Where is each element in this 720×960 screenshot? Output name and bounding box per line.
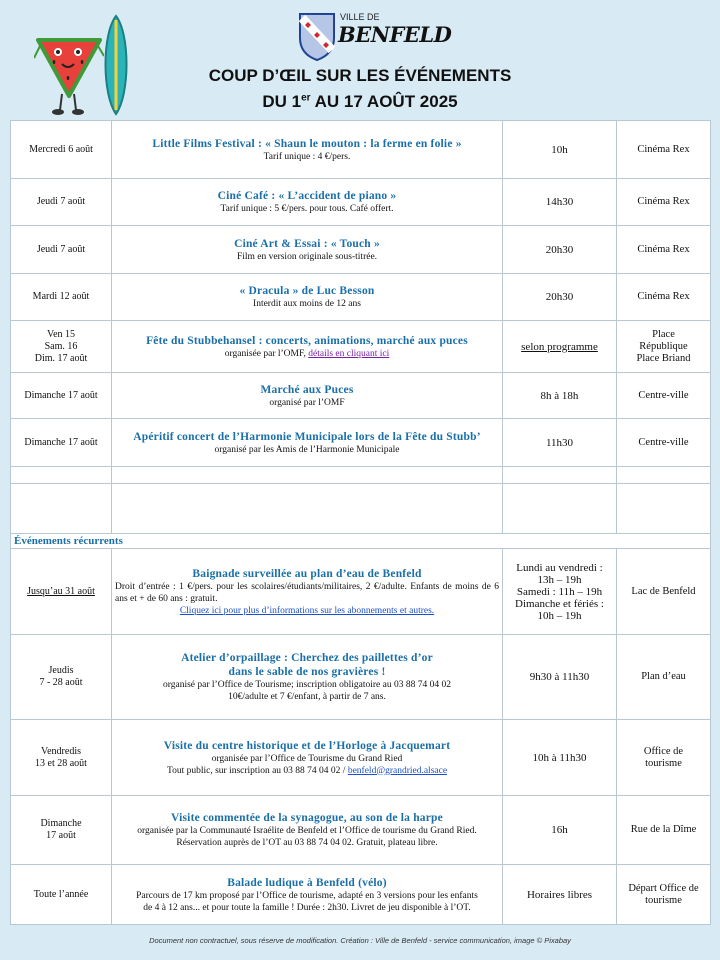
logo-name: BENFELD xyxy=(338,22,452,47)
event-time: 11h30 xyxy=(503,419,617,467)
event-time: Horaires libres xyxy=(503,865,617,925)
event-cell xyxy=(112,226,503,274)
event-time: selon programme xyxy=(503,321,617,373)
event-cell xyxy=(112,635,503,720)
event-details xyxy=(115,765,499,777)
event-place: Cinéma Rex xyxy=(617,226,711,274)
event-date: Mercredi 6 août xyxy=(11,121,112,179)
table-row xyxy=(11,373,711,419)
event-date-line: Ven 15 xyxy=(46,328,76,340)
event-place: Centre-ville xyxy=(617,373,711,419)
event-place xyxy=(617,720,711,796)
event-details: 10€/adulte et 7 €/enfant, à partir de 7 ans. xyxy=(228,692,386,702)
event-date: Dimanche 17 août xyxy=(11,419,112,467)
table-row xyxy=(11,865,711,925)
event-time xyxy=(503,549,617,635)
event-place-line: Place Briand xyxy=(636,352,691,364)
event-date xyxy=(11,635,112,720)
event-time: 16h xyxy=(503,796,617,865)
event-place-line: Place xyxy=(652,328,675,340)
event-place-line: Office de xyxy=(643,745,684,757)
details-link[interactable]: détails en cliquant ici xyxy=(308,348,390,359)
event-place: Plan d’eau xyxy=(617,635,711,720)
event-details: Réservation auprès de l’OT au 03 88 74 04 02. Gratuit, plateau libre. xyxy=(176,838,438,848)
event-date: Dimanche 17 août xyxy=(11,373,112,419)
event-date-line: Dim. 17 août xyxy=(34,352,88,364)
event-title: Ciné Art & Essai : « Touch » xyxy=(234,237,380,250)
event-time: 20h30 xyxy=(503,226,617,274)
event-date xyxy=(11,720,112,796)
event-place xyxy=(617,321,711,373)
event-date: Jeudi 7 août xyxy=(11,226,112,274)
event-title: dans le sable de nos gravières ! xyxy=(228,666,386,678)
event-details: organisé par l’Office de Tourisme; inscription obligatoire au 03 88 74 04 02 xyxy=(163,680,451,690)
event-title: Atelier d’orpaillage : Cherchez des paillettes d’or xyxy=(181,652,433,664)
event-cell xyxy=(112,549,503,635)
event-place xyxy=(617,865,711,925)
table-row xyxy=(11,720,711,796)
table-row xyxy=(11,274,711,321)
event-details: Tarif unique : 5 €/pers. pour tous. Café offert. xyxy=(220,204,394,214)
events-table xyxy=(10,120,711,925)
event-cell xyxy=(112,865,503,925)
table-row xyxy=(11,549,711,635)
event-date: Mardi 12 août xyxy=(11,274,112,321)
table-row-empty xyxy=(11,467,711,484)
event-time-line: Lundi au vendredi : xyxy=(516,561,603,574)
event-date: Toute l’année xyxy=(11,865,112,925)
event-date: Jusqu’au 31 août xyxy=(11,549,112,635)
event-details: Film en version originale sous-titrée. xyxy=(236,251,378,262)
event-details: organisée par l’Office de Tourisme du Grand Ried xyxy=(211,753,403,764)
event-title: Visite commentée de la synagogue, au son de la harpe xyxy=(171,812,443,824)
table-row xyxy=(11,796,711,865)
event-details: Droit d’entrée : 1 €/pers. pour les scolaires/étudiants/militaires, 2 €/adulte. Enfants de moins de 6 ans et + de 60 ans : gratuit. xyxy=(115,581,499,604)
page-subtitle: DU 1er AU 17 AOÛT 2025 xyxy=(262,92,458,111)
event-place: Lac de Benfeld xyxy=(617,549,711,635)
event-time: 8h à 18h xyxy=(503,373,617,419)
footer-note: Document non contractuel, sous réserve de modification. Création : Ville de Benfeld - service communication, image © Pixabay xyxy=(149,936,571,945)
email-link[interactable]: benfeld@grandried.alsace xyxy=(347,765,448,776)
event-date xyxy=(11,796,112,865)
event-cell xyxy=(112,720,503,796)
event-cell xyxy=(112,121,503,179)
event-title: Little Films Festival : « Shaun le mouton : la ferme en folie » xyxy=(152,137,462,150)
event-details: organisé par l’OMF xyxy=(269,397,345,408)
event-place: Rue de la Dîme xyxy=(617,796,711,865)
event-cell xyxy=(112,373,503,419)
page-title: COUP D’ŒIL SUR LES ÉVÉNEMENTS xyxy=(208,66,512,85)
event-details-text: organisée par l’OMF, xyxy=(224,348,309,359)
event-place-line: tourisme xyxy=(645,757,682,769)
event-title: Apéritif concert de l’Harmonie Municipale lors de la Fête du Stubb’ xyxy=(133,430,481,443)
event-details xyxy=(115,348,499,360)
event-place: Cinéma Rex xyxy=(617,274,711,321)
event-title: Baignade surveillée au plan d’eau de Benfeld xyxy=(192,567,422,580)
event-time: 10h xyxy=(503,121,617,179)
event-cell xyxy=(112,179,503,226)
event-details: organisé par les Amis de l’Harmonie Municipale xyxy=(214,444,400,455)
event-title: « Dracula » de Luc Besson xyxy=(239,285,375,297)
event-time-line: Samedi : 11h – 19h xyxy=(516,585,603,598)
event-cell xyxy=(112,419,503,467)
event-date xyxy=(11,321,112,373)
table-row xyxy=(11,635,711,720)
event-details: organisée par la Communauté Israélite de Benfeld et l’Office de tourisme du Grand Ried. xyxy=(137,826,477,836)
event-title: Fête du Stubbehansel : concerts, animations, marché aux puces xyxy=(146,334,468,347)
table-row xyxy=(11,226,711,274)
event-cell xyxy=(112,796,503,865)
section-heading: Événements récurrents xyxy=(11,534,711,549)
event-details-text: Tout public, sur inscription au 03 88 74 04 02 / xyxy=(166,765,348,776)
event-date-line: Dimanche xyxy=(40,818,82,829)
event-title: Marché aux Puces xyxy=(260,383,354,396)
table-row xyxy=(11,179,711,226)
event-cell xyxy=(112,274,503,321)
table-row xyxy=(11,419,711,467)
event-details: de 4 à 12 ans... et pour toute la famille ! Durée : 2h30. Livret de jeu disponible à l’OT. xyxy=(143,902,471,913)
table-row xyxy=(11,121,711,179)
event-place: Cinéma Rex xyxy=(617,121,711,179)
event-place-line: République xyxy=(639,340,688,352)
event-title: Balade ludique à Benfeld (vélo) xyxy=(227,876,387,889)
event-time: 9h30 à 11h30 xyxy=(503,635,617,720)
event-place: Cinéma Rex xyxy=(617,179,711,226)
event-details: Tarif unique : 4 €/pers. xyxy=(263,151,351,162)
table-row-empty xyxy=(11,484,711,534)
event-place-line: tourisme xyxy=(645,894,682,906)
table-row xyxy=(11,321,711,373)
event-time-line: 10h – 19h xyxy=(537,609,582,622)
info-link[interactable]: Cliquez ici pour plus d’informations sur les abonnements et autres. xyxy=(179,605,435,616)
event-date-line: 13 et 28 août xyxy=(35,757,87,769)
event-date-line: 17 août xyxy=(46,830,76,841)
event-time-line: 13h – 19h xyxy=(537,573,582,586)
event-time: 14h30 xyxy=(503,179,617,226)
event-date-line: Sam. 16 xyxy=(44,340,78,352)
event-date-line: 7 - 28 août xyxy=(39,677,83,688)
event-title: Visite du centre historique et de l’Horloge à Jacquemart xyxy=(163,739,451,752)
event-date-line: Vendredis xyxy=(41,745,81,757)
event-date: Jeudi 7 août xyxy=(11,179,112,226)
event-place-line: Départ Office de xyxy=(628,882,699,894)
event-details: Parcours de 17 km proposé par l’Office de tourisme, adapté en 3 versions pour les enfants xyxy=(136,890,478,901)
event-details: Interdit aux moins de 12 ans xyxy=(253,299,361,309)
section-heading-row xyxy=(11,534,711,549)
event-time: 10h à 11h30 xyxy=(503,720,617,796)
event-cell xyxy=(112,321,503,373)
event-time-line: Dimanche et fériés : xyxy=(515,597,604,610)
logo-ville-de: VILLE DE xyxy=(340,12,380,22)
event-place: Centre-ville xyxy=(617,419,711,467)
event-time: 20h30 xyxy=(503,274,617,321)
event-date-line: Jeudis xyxy=(48,665,74,676)
event-title: Ciné Café : « L’accident de piano » xyxy=(217,190,397,202)
